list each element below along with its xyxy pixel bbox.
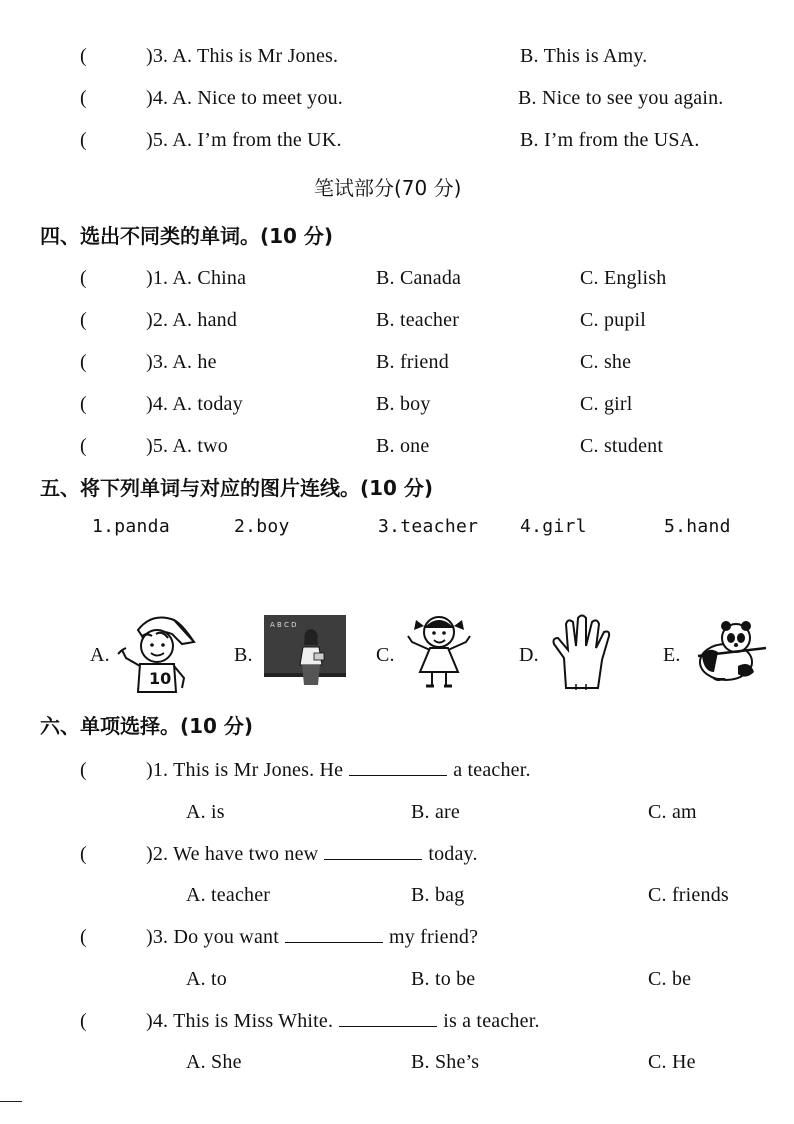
option-a: )5. A. I’m from the UK. — [146, 129, 342, 151]
answer-paren[interactable]: ( — [80, 843, 87, 865]
option-b: B. Canada — [376, 267, 462, 289]
option-b: B. are — [411, 801, 460, 823]
answer-blank[interactable] — [324, 843, 422, 860]
stem-after: my friend? — [388, 926, 479, 948]
option-b: B. This is Amy. — [520, 45, 648, 67]
section5-title: 五、将下列单词与对应的图片连线。(10 分) — [40, 476, 434, 500]
option-a: A. is — [186, 801, 225, 823]
answer-blank[interactable] — [339, 1010, 437, 1027]
section4-title: 四、选出不同类的单词。(10 分) — [40, 224, 334, 248]
panda-picture[interactable] — [688, 616, 768, 686]
svg-text:10: 10 — [149, 669, 172, 688]
question-stem — [146, 842, 478, 866]
match-word-panda[interactable]: 1.panda — [92, 516, 170, 537]
answer-paren[interactable]: ( — [80, 87, 87, 109]
answer-paren[interactable]: ( — [80, 435, 87, 457]
answer-blank[interactable] — [285, 926, 383, 943]
option-c: C. am — [648, 801, 697, 823]
option-c: C. He — [648, 1051, 696, 1073]
option-a: A. to — [186, 968, 227, 990]
picture-label-c: C. — [376, 644, 395, 666]
option-c: C. be — [648, 968, 692, 990]
stem-after: is a teacher. — [443, 1010, 540, 1032]
stem-before: )2. We have two new — [146, 843, 319, 865]
answer-paren[interactable]: ( — [80, 45, 87, 67]
girl-picture[interactable] — [402, 606, 476, 692]
boy-picture[interactable] — [112, 608, 198, 694]
option-b: B. teacher — [376, 309, 460, 331]
answer-paren[interactable]: ( — [80, 393, 87, 415]
answer-paren[interactable]: ( — [80, 759, 87, 781]
stem-after: today. — [428, 843, 478, 865]
option-b: B. boy — [376, 393, 431, 415]
picture-label-a: A. — [90, 644, 110, 666]
option-a: )5. A. two — [146, 435, 228, 457]
page-edge-mark — [0, 1101, 22, 1102]
option-b: B. I’m from the USA. — [520, 129, 700, 151]
option-b: B. one — [376, 435, 430, 457]
match-word-boy[interactable]: 2.boy — [234, 516, 290, 537]
match-word-girl[interactable]: 4.girl — [520, 516, 587, 537]
picture-label-b: B. — [234, 644, 253, 666]
picture-label-d: D. — [519, 644, 539, 666]
question-stem — [146, 925, 478, 949]
question-stem — [146, 758, 531, 782]
stem-before: )3. Do you want — [146, 926, 279, 948]
option-c: C. English — [580, 267, 667, 289]
stem-before: )1. This is Mr Jones. He — [146, 759, 344, 781]
option-a: )1. A. China — [146, 267, 247, 289]
hand-picture[interactable] — [546, 614, 618, 692]
option-a: )3. A. This is Mr Jones. — [146, 45, 339, 67]
stem-before: )4. This is Miss White. — [146, 1010, 334, 1032]
option-a: )4. A. Nice to meet you. — [146, 87, 343, 109]
option-b: B. friend — [376, 351, 449, 373]
option-a: )2. A. hand — [146, 309, 238, 331]
option-c: C. friends — [648, 884, 729, 906]
option-a: )3. A. he — [146, 351, 217, 373]
teacher-picture[interactable] — [264, 615, 346, 685]
option-b: B. to be — [411, 968, 476, 990]
answer-paren[interactable]: ( — [80, 926, 87, 948]
option-c: C. girl — [580, 393, 633, 415]
answer-paren[interactable]: ( — [80, 129, 87, 151]
option-c: C. student — [580, 435, 664, 457]
section6-title: 六、单项选择。(10 分) — [40, 714, 254, 738]
match-word-hand[interactable]: 5.hand — [664, 516, 731, 537]
option-c: C. she — [580, 351, 632, 373]
option-b: B. She’s — [411, 1051, 480, 1073]
stem-after: a teacher. — [453, 759, 531, 781]
answer-paren[interactable]: ( — [80, 267, 87, 289]
answer-blank[interactable] — [349, 759, 447, 776]
question-stem — [146, 1009, 540, 1033]
answer-paren[interactable]: ( — [80, 1010, 87, 1032]
option-a: A. She — [186, 1051, 242, 1073]
board-text: A B C D — [270, 621, 297, 629]
match-word-teacher[interactable]: 3.teacher — [378, 516, 479, 537]
option-b: B. Nice to see you again. — [518, 87, 724, 109]
answer-paren[interactable]: ( — [80, 351, 87, 373]
option-b: B. bag — [411, 884, 465, 906]
option-a: )4. A. today — [146, 393, 243, 415]
option-c: C. pupil — [580, 309, 647, 331]
answer-paren[interactable]: ( — [80, 309, 87, 331]
picture-label-e: E. — [663, 644, 681, 666]
option-a: A. teacher — [186, 884, 271, 906]
written-part-title: 笔试部分(70 分) — [314, 176, 462, 200]
